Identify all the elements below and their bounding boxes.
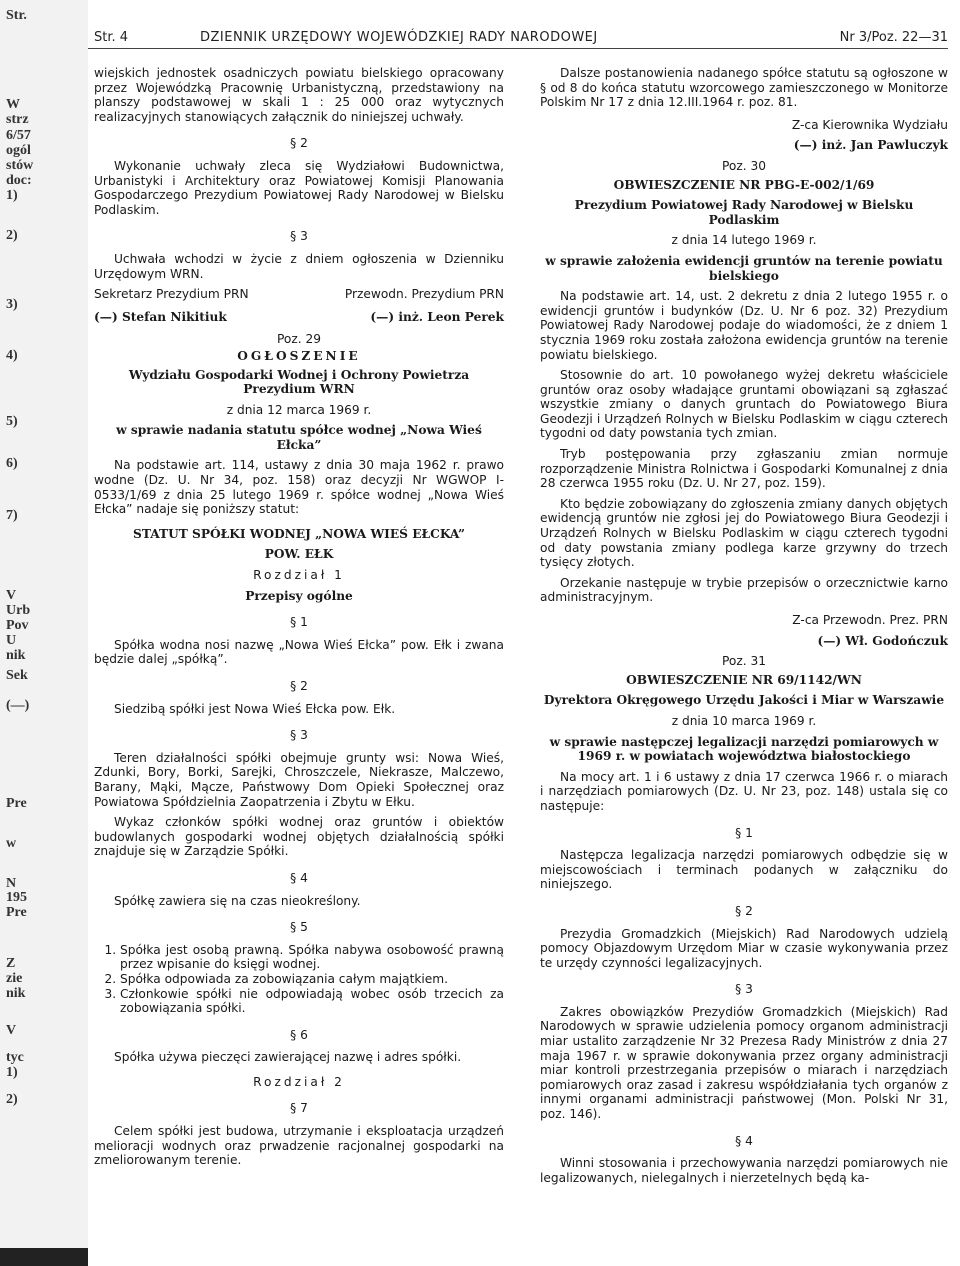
- paragraph: Spółka używa pieczęci zawierającej nazwę i adres spółki.: [114, 1050, 462, 1065]
- ghost-fragment: Z: [6, 956, 16, 971]
- section-mark: § 3: [735, 982, 753, 997]
- issuer: Wydziału Gospodarki Wodnej i Ochrony Powietrza Prezydium WRN: [128, 367, 470, 397]
- paragraph: Dalsze postanowienia nadanego spółce statutu są ogłoszone w § od 8 do końca statutu wzorcowego zamieszczonego w Monitorze Polskim Nr 17 z dnia 12.III.1964 r. poz. 81.: [540, 66, 948, 110]
- ghost-fragment: Str.: [6, 8, 27, 23]
- ghost-fragment: 4): [6, 348, 18, 363]
- section-mark: § 7: [290, 1101, 308, 1116]
- section-mark: § 6: [290, 1027, 308, 1042]
- ghost-fragment: 1): [6, 188, 18, 203]
- notice-date: z dnia 14 lutego 1969 r.: [671, 233, 817, 248]
- paragraph: Spółka wodna nosi nazwę „Nowa Wieś Ełcka” pow. Ełk i zwana będzie dalej „spółką”.: [94, 637, 504, 667]
- notice-heading: OBWIESZCZENIE NR 69/1142/WN: [626, 672, 862, 687]
- paragraph: Winni stosowania i przechowywania narzędzi pomiarowych nie legalizowanych, nielegalnych i nierzetelnych będą ka-: [540, 1156, 948, 1185]
- position-number: Poz. 31: [721, 654, 767, 669]
- signature-title: Z-ca Przewodn. Prez. PRN: [792, 613, 948, 627]
- section-mark: § 2: [290, 136, 308, 151]
- paragraph: Wykaz członków spółki wodnej oraz gruntów i obiektów budowlanych gospodarki wodnej objętych działalnością spółki znajduje się w Zarządzie Spółki.: [94, 815, 504, 859]
- ghost-fragment: Urb: [6, 603, 31, 618]
- section-mark: § 3: [290, 229, 308, 244]
- statute-district: POW. EŁK: [264, 547, 334, 562]
- paragraph: Siedzibą spółki jest Nowa Wieś Ełcka pow. Ełk.: [114, 701, 396, 716]
- signature-names: [94, 310, 504, 325]
- ghost-fragment: Pre: [6, 796, 27, 811]
- section-mark: § 4: [290, 870, 308, 885]
- paragraph: Uchwała wchodzi w życie z dniem ogłoszenia w Dzienniku Urzędowym WRN.: [94, 251, 504, 281]
- notice-heading: OBWIESZCZENIE NR PBG-E-002/1/69: [613, 177, 875, 192]
- signature-title: Przewodn. Prezydium PRN: [344, 287, 504, 302]
- signature-name: (—) Wł. Godończuk: [817, 633, 948, 648]
- announcement-date: z dnia 12 marca 1969 r.: [226, 402, 372, 417]
- position-number: Poz. 30: [721, 158, 767, 173]
- announcement-heading: OGŁOSZENIE: [237, 348, 361, 363]
- page-header: [88, 28, 948, 48]
- ghost-fragment: (—): [6, 698, 30, 713]
- numbered-list: [94, 943, 504, 1016]
- document-page: [88, 28, 960, 1266]
- chapter-heading: Rozdział 1: [253, 568, 345, 583]
- ghost-fragment: 7): [6, 508, 18, 523]
- ghost-fragment: V: [6, 1023, 17, 1038]
- notice-date: z dnia 10 marca 1969 r.: [671, 713, 817, 728]
- ghost-fragment: 1): [6, 1065, 18, 1080]
- issue-number: Nr 3/Poz. 22—31: [839, 30, 948, 45]
- ghost-fragment: 5): [6, 414, 18, 429]
- ghost-fragment: zie: [6, 971, 23, 986]
- paragraph: Prezydia Gromadzkich (Miejskich) Rad Narodowych udzielą pomocy Objazdowym Urzędom Miar w czasie wykonywania przez te urzędy czynności legalizacyjnych.: [540, 926, 948, 970]
- ghost-fragment: Pov: [6, 618, 29, 633]
- ghost-fragment: nik: [6, 648, 26, 663]
- header-rule: [88, 48, 948, 49]
- ghost-fragment: doc:: [6, 173, 32, 188]
- issuer: Prezydium Powiatowej Rady Narodowej w Bielsku Podlaskim: [574, 198, 914, 227]
- list-item: 1. Spółka jest osobą prawną. Spółka nabywa osobowość prawną przez wpisanie do księgi wodnej.: [120, 943, 504, 972]
- chapter-heading: Rozdział 2: [253, 1074, 345, 1089]
- section-mark: § 3: [290, 728, 308, 743]
- paragraph: Celem spółki jest budowa, utrzymanie i eksploatacja urządzeń melioracji wodnych oraz prwadzenie racjonalnej gospodarki na zmeliorowanym terenie.: [94, 1124, 504, 1168]
- ghost-fragment: strz: [6, 112, 29, 127]
- ghost-fragment: nik: [6, 986, 26, 1001]
- paragraph: Kto będzie zobowiązany do zgłoszenia zmiany danych objętych ewidencją gruntów nie zgłosi jej do Powiatowego Biura Geodezji i Urządzeń Rolnych w Bielsku Podlaskim w ciągu czterech tygodni od daty powstania zmiany podlega karze grzywny do trzech tysięcy złotych.: [540, 496, 948, 570]
- ghost-fragment: Pre: [6, 905, 27, 920]
- signature-name: (—) Stefan Nikitiuk: [94, 309, 227, 324]
- signature-title: Sekretarz Prezydium PRN: [94, 287, 249, 302]
- chapter-title: Przepisy ogólne: [245, 588, 353, 603]
- notice-subject: w sprawie następczej legalizacji narzędzi pomiarowych w 1969 r. w powiatach województwa białostockiego: [549, 734, 939, 764]
- scan-edge: [0, 1248, 88, 1266]
- ghost-fragment: W: [6, 97, 20, 112]
- section-mark: § 5: [290, 920, 308, 935]
- paragraph: Na mocy art. 1 i 6 ustawy z dnia 17 czerwca 1966 r. o miarach i narzędziach pomiarowych (Dz. U. Nr 23, poz. 148) ustala się co następuje:: [540, 769, 948, 813]
- ghost-fragment: 2): [6, 1092, 18, 1107]
- paragraph: wiejskich jednostek osadniczych powiatu bielskiego opracowany przez Wojewódzką Pracownię Urbanistyczną, przedstawiony na planszy podstawowej w skali 1 : 25 000 oraz wytycznych realizacyjnych stanowiących załącznik do niniejszej uchwały.: [94, 66, 504, 124]
- issuer: Dyrektora Okręgowego Urzędu Jakości i Miar w Warszawie: [543, 693, 945, 708]
- position-number: Poz. 29: [276, 332, 322, 347]
- paragraph: Stosownie do art. 10 powołanego wyżej dekretu właściciele gruntów oraz osoby władające gruntami obowiązani są zgłaszać wszystkie zmiany o danych gruntach do Powiatowego Biura Geodezji i Urządzeń Rolnych w Bielsku Podlaskim w ciągu czterech tygodni od daty powstania tych zmian.: [540, 368, 948, 441]
- section-mark: § 2: [290, 679, 308, 693]
- left-column: [94, 66, 504, 1174]
- ghost-fragment: tyc: [6, 1050, 24, 1065]
- signature-titles: [94, 287, 504, 302]
- ghost-fragment: 6): [6, 456, 18, 471]
- paragraph: Tryb postępowania przy zgłaszaniu zmian normuje rozporządzenie Ministra Rolnictwa i Gospodarki Komunalnej z dnia 28 czerwca 1955 roku (Dz. U. Nr 27, poz. 159).: [540, 447, 948, 491]
- ghost-fragment: ogól: [6, 143, 31, 158]
- signature-name: (—) inż. Leon Perek: [370, 309, 504, 324]
- ghost-fragment: V: [6, 588, 17, 603]
- paragraph: Na podstawie art. 114, ustawy z dnia 30 maja 1962 r. prawo wodne (Dz. U. Nr 34, poz. 158) oraz decyzji Nr WGWOP I-0533/1/69 z dnia 25 lutego 1969 r. spółce wodnej „Nowa Wieś Ełcka” nadaje się poniższy statut:: [94, 458, 504, 517]
- section-mark: § 2: [735, 903, 753, 918]
- section-mark: § 1: [290, 615, 308, 630]
- list-item: 2. Spółka odpowiada za zobowiązania całym majątkiem.: [120, 972, 504, 987]
- paragraph: Wykonanie uchwały zleca się Wydziałowi Budownictwa, Urbanistyki i Architektury oraz Powiatowej Komisji Planowania Gospodarczego Prezydium Powiatowej Rady Narodowej w Bielsku Podlaskim.: [94, 158, 504, 217]
- ghost-fragment: w: [6, 836, 17, 851]
- paragraph: Zakres obowiązków Prezydiów Gromadzkich (Miejskich) Rad Narodowych w sprawie udzielenia pomocy organom administracji miar ustalito zarządzenie Nr 32 Prezesa Rady Ministrów z dnia 27 maja 1967 r. w sprawie dokonywania przez organy administracji miar kontroli przestrzegania przepisów o miarach i narzędziach pomiarowych oraz zasad i zakresu współdziałania tych organów z innymi organami administracji państwowej (Mon. Polski Nr 31, poz. 146).: [540, 1004, 948, 1122]
- ghost-fragment: 6/57: [6, 128, 31, 143]
- signature-name: (—) inż. Jan Pawluczyk: [793, 138, 948, 153]
- paragraph: Następcza legalizacja narzędzi pomiarowych odbędzie się w miejscowościach i terminach podanych w załączniku do niniejszego.: [540, 848, 948, 892]
- ghost-fragment: 2): [6, 228, 18, 243]
- ghost-fragment: 195: [6, 890, 27, 905]
- page-number: Str. 4: [94, 30, 129, 45]
- paragraph: Orzekanie następuje w trybie przepisów o orzecznictwie karno administracyjnym.: [540, 575, 948, 605]
- right-column: [540, 66, 948, 1191]
- ghost-fragment: Sek: [6, 668, 28, 683]
- paragraph: Teren działalności spółki obejmuje grunty wsi: Nowa Wieś, Zdunki, Bory, Borki, Sarejki, Chroszczele, Niekrasze, Malczewo, Barany, Mąki, Mącze, Państwowy Dom Opieki Społecznej oraz Powiatowa Spółdzielnia Zaopatrzenia i Zbytu w Ełku.: [94, 750, 504, 809]
- signature-title: Z-ca Kierownika Wydziału: [791, 117, 948, 132]
- statute-title: STATUT SPÓŁKI WODNEJ „NOWA WIEŚ EŁCKA”: [133, 526, 465, 541]
- list-item: 3. Członkowie spółki nie odpowiadają wobec osób trzecich za zobowiązania spółki.: [120, 987, 504, 1016]
- section-mark: § 4: [735, 1133, 753, 1148]
- ghost-fragment: U: [6, 633, 17, 648]
- underlying-page-fragment: [0, 0, 88, 1266]
- announcement-subject: w sprawie nadania statutu spółce wodnej „Nowa Wieś Ełcka”: [116, 423, 482, 452]
- paragraph: Na podstawie art. 14, ust. 2 dekretu z dnia 2 lutego 1955 r. o ewidencji gruntów i budynków (Dz. U. Nr 6 poz. 32) Prezydium Powiatowej Rady Narodowej podaje do wiadomości, że z dniem 1 stycznia 1969 roku została założona ewidencja gruntów na terenie powiatu bielskiego.: [540, 289, 948, 362]
- section-mark: § 1: [735, 825, 753, 840]
- ghost-fragment: 3): [6, 297, 18, 312]
- paragraph: Spółkę zawiera się na czas nieokreślony.: [114, 893, 361, 908]
- notice-subject: w sprawie założenia ewidencji gruntów na terenie powiatu bielskiego: [545, 253, 943, 283]
- ghost-fragment: N: [6, 876, 17, 891]
- ghost-fragment: stów: [6, 158, 34, 173]
- journal-title: DZIENNIK URZĘDOWY WOJEWÓDZKIEJ RADY NARODOWEJ: [200, 30, 598, 45]
